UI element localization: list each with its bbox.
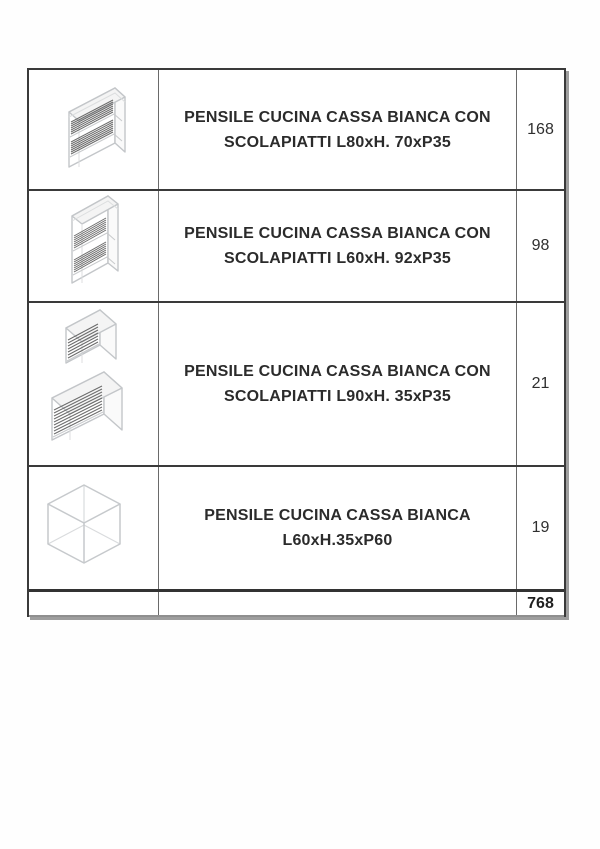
table-row — [29, 303, 564, 467]
open-box-wireframe-icon — [29, 467, 158, 589]
product-drawing-cell — [29, 467, 159, 589]
description-line-1: PENSILE CUCINA CASSA BIANCA — [204, 507, 471, 524]
quantity-value: 98 — [531, 237, 550, 254]
tall-wall-cabinet-two-dish-racks-icon — [29, 191, 158, 301]
product-drawing-cell — [29, 191, 159, 301]
quantity-value: 19 — [531, 519, 550, 536]
total-empty-cell — [159, 592, 517, 615]
product-description — [159, 70, 517, 189]
description-line-2: SCOLAPIATTI L60xH. 92xP35 — [224, 250, 451, 267]
product-drawing-cell — [29, 303, 159, 465]
description-line-1: PENSILE CUCINA CASSA BIANCA CON — [184, 363, 491, 380]
table-row — [29, 467, 564, 592]
description-line-1: PENSILE CUCINA CASSA BIANCA CON — [184, 225, 491, 242]
wall-cabinet-two-dish-racks-icon — [29, 70, 158, 189]
product-description — [159, 467, 517, 589]
description-line-2: SCOLAPIATTI L90xH. 35xP35 — [224, 388, 451, 405]
table-row — [29, 70, 564, 191]
table-row — [29, 191, 564, 303]
total-value: 768 — [527, 594, 554, 612]
product-drawing-cell — [29, 70, 159, 189]
description-line-2: L60xH.35xP60 — [282, 532, 393, 549]
product-description — [159, 191, 517, 301]
quantity-value: 168 — [527, 120, 554, 138]
description-line-1: PENSILE CUCINA CASSA BIANCA CON — [184, 108, 491, 126]
description-line-2: SCOLAPIATTI L80xH. 70xP35 — [224, 133, 451, 151]
total-row — [29, 592, 564, 617]
total-empty-cell — [29, 592, 159, 615]
two-low-wall-cabinets-dish-rack-icon — [29, 303, 158, 465]
product-description — [159, 303, 517, 465]
cabinet-order-table — [27, 68, 566, 617]
quantity-value: 21 — [531, 375, 550, 392]
